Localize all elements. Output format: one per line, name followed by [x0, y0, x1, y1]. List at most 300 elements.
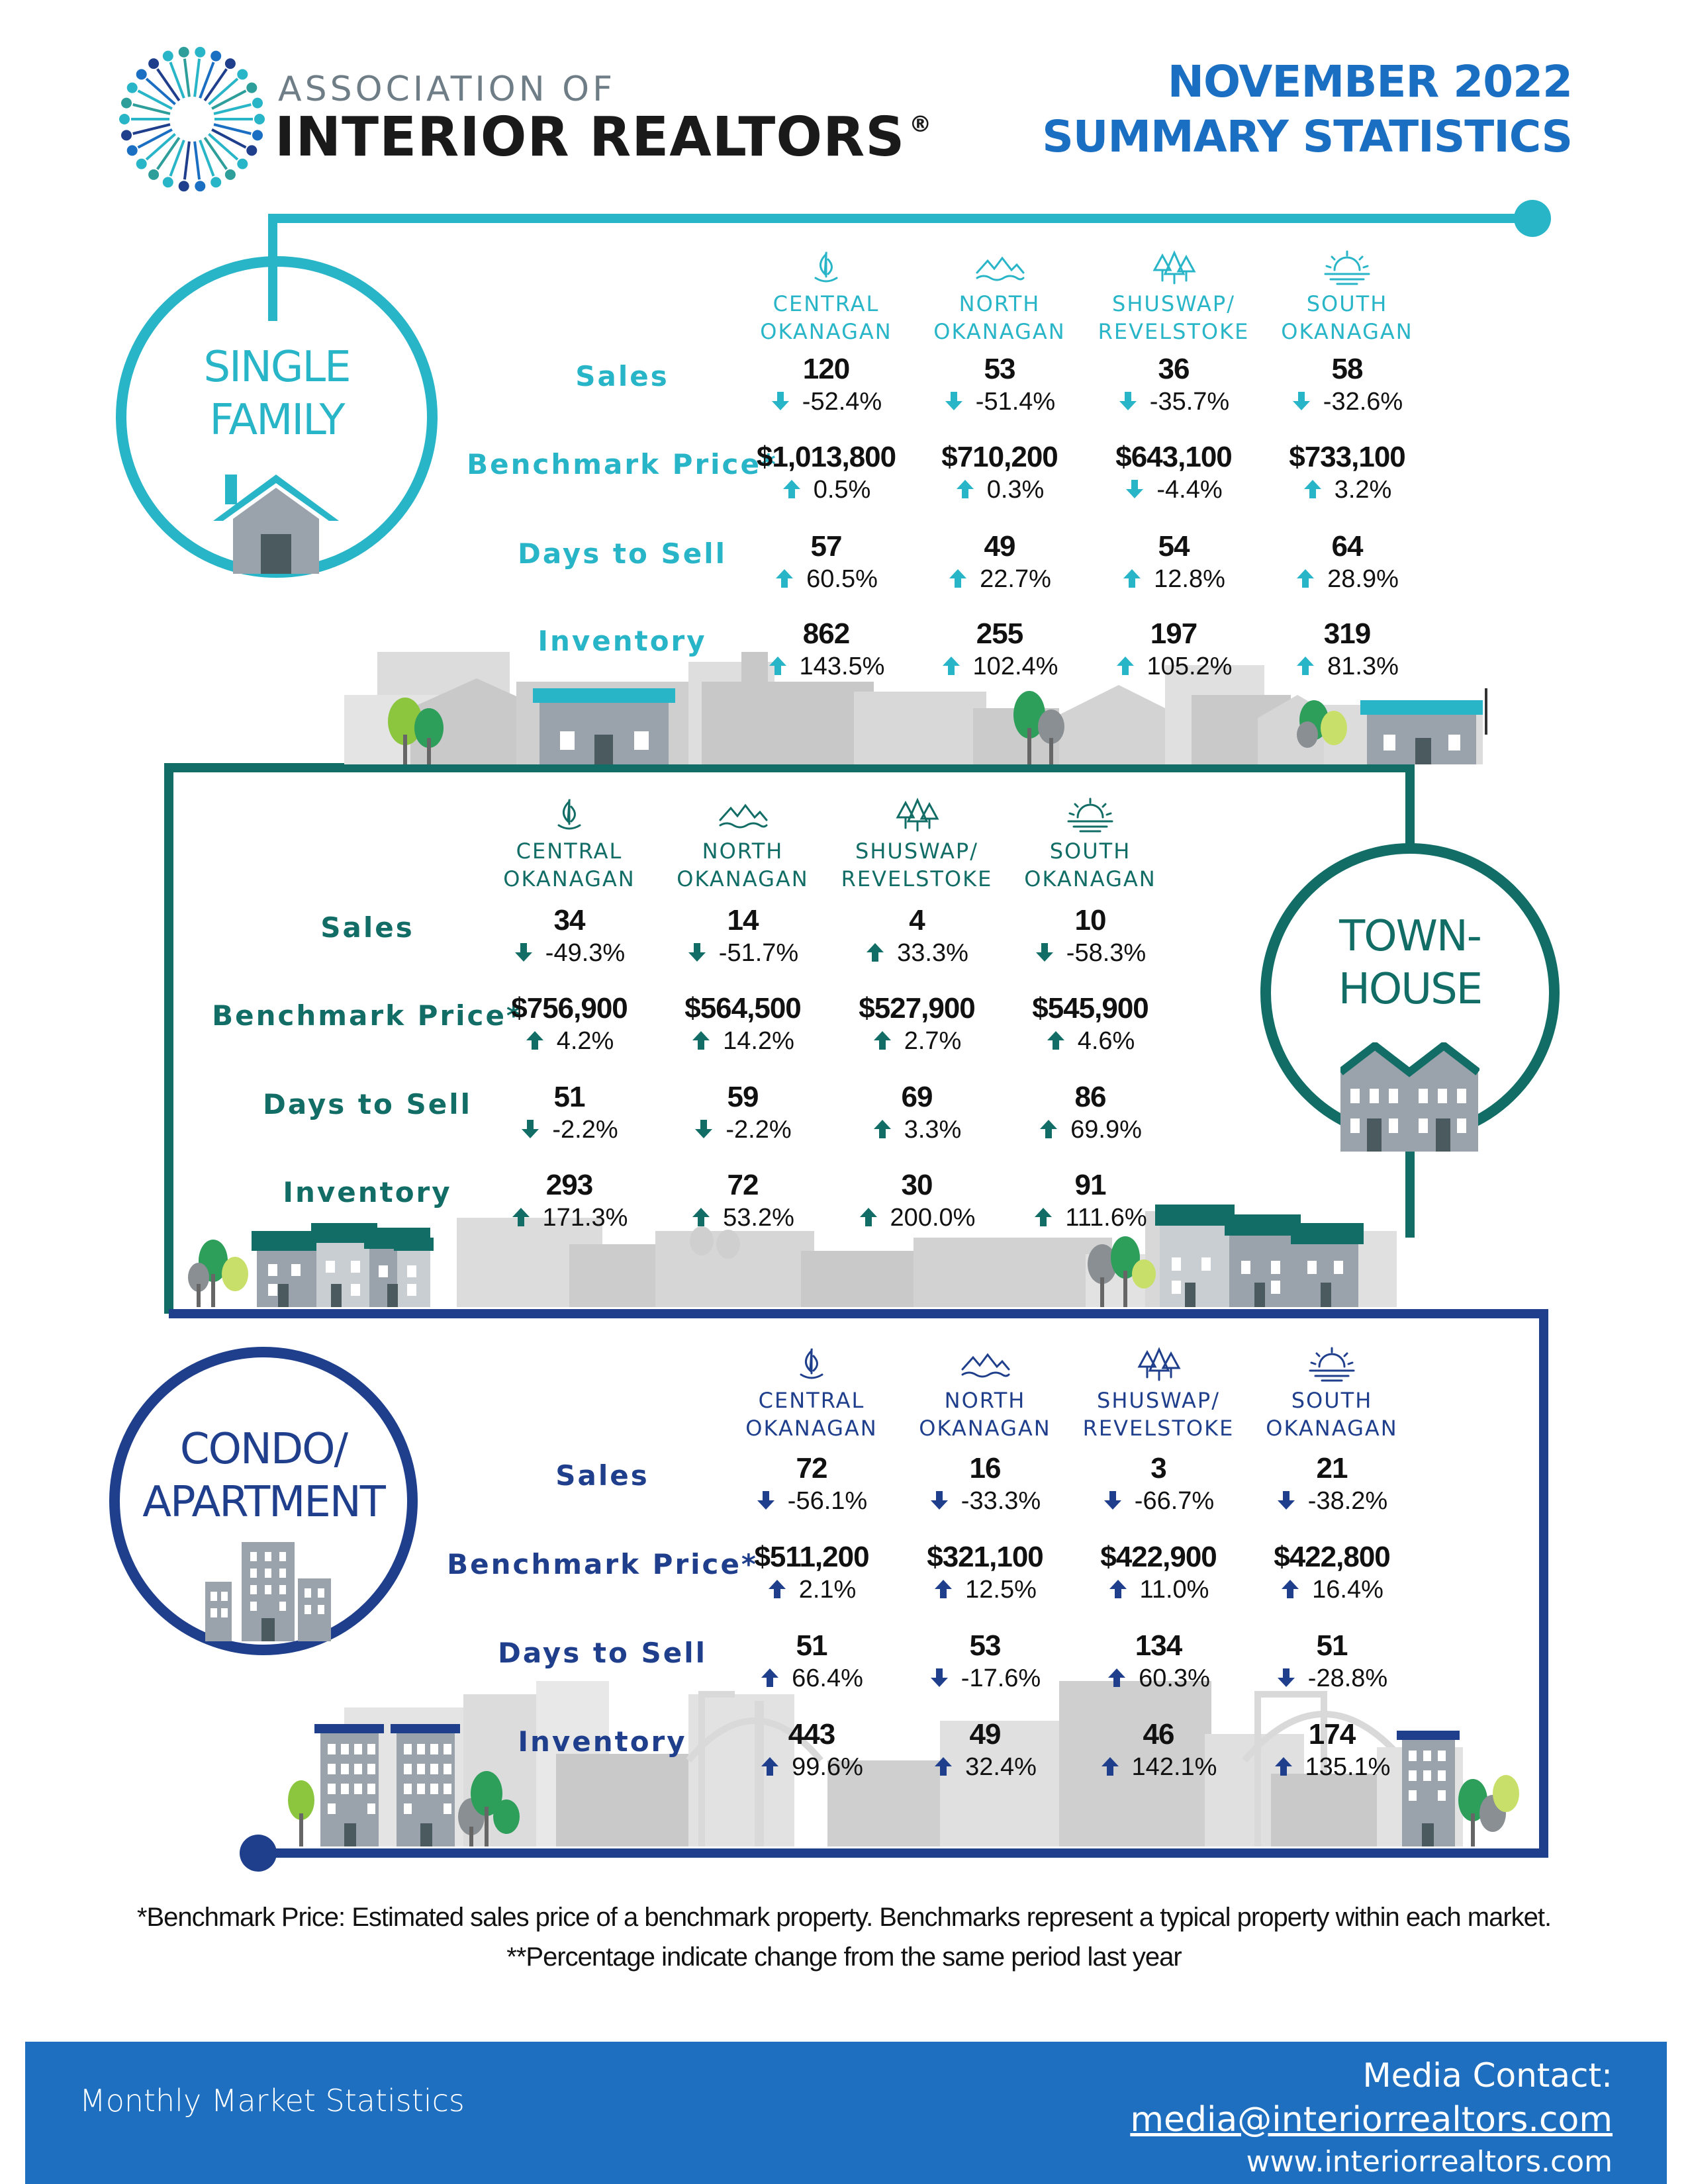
arrow-down-icon	[1291, 390, 1311, 412]
stat-change-value: 142.1%	[1131, 1753, 1217, 1781]
stat-value: $733,100	[1289, 441, 1405, 473]
stat-cell	[1261, 440, 1433, 505]
stat-change-value: 111.6%	[1065, 1204, 1147, 1232]
stat-change-value: -56.1%	[787, 1487, 868, 1515]
stat-change	[740, 564, 912, 594]
arrow-down-icon	[929, 1490, 949, 1511]
arrow-up-icon	[872, 1118, 892, 1140]
stat-change-value: 3.2%	[1334, 476, 1392, 504]
waves-icon	[716, 797, 769, 833]
stat-cell	[740, 440, 912, 505]
stat-value: $422,800	[1274, 1541, 1390, 1573]
region-header-1-2	[831, 797, 1003, 893]
arrow-down-icon	[520, 1118, 540, 1140]
stat-change	[899, 1574, 1071, 1605]
stat-cell	[914, 529, 1086, 594]
stat-change-value: -58.3%	[1066, 939, 1147, 967]
stat-change	[740, 387, 912, 417]
stat-change	[1261, 564, 1433, 594]
stat-value: 255	[976, 617, 1023, 650]
stat-change	[1004, 1203, 1176, 1233]
row-label: Sales	[320, 911, 414, 944]
stat-change	[657, 938, 829, 968]
arrow-up-icon	[1039, 1118, 1058, 1140]
stat-change	[1088, 475, 1260, 505]
stat-change-value: 32.4%	[965, 1753, 1037, 1781]
stat-change	[657, 1026, 829, 1056]
region-name: SOUTH OKANAGAN	[1266, 1388, 1398, 1441]
single-family-label	[151, 341, 402, 447]
arrow-up-icon	[768, 655, 788, 676]
row-label: Sales	[575, 360, 669, 392]
arrow-up-icon	[1295, 655, 1315, 676]
stat-value: 14	[727, 904, 759, 936]
stat-value: 197	[1150, 617, 1197, 650]
stat-value: 46	[1143, 1718, 1174, 1751]
stat-value: 293	[545, 1169, 593, 1201]
row-label: Benchmark Price*	[212, 999, 523, 1032]
row-label: Inventory	[538, 625, 707, 657]
sailboat-icon	[806, 250, 846, 286]
stat-value: 134	[1135, 1629, 1182, 1662]
stat-change-value: 81.3%	[1327, 653, 1399, 680]
townhouse-label	[1284, 910, 1536, 1016]
single-family-label-line1: SINGLE	[203, 343, 350, 392]
arrow-down-icon	[1276, 1667, 1296, 1688]
row-label: Benchmark Price*	[467, 448, 778, 480]
sunset-icon	[1323, 250, 1372, 286]
stat-change-value: -2.2%	[552, 1116, 618, 1144]
stat-cell	[1261, 529, 1433, 594]
stat-value: 49	[984, 530, 1015, 563]
row-label: Days to Sell	[498, 1637, 707, 1669]
arrow-up-icon	[1303, 478, 1323, 500]
arrow-up-icon	[774, 568, 794, 589]
stat-change	[1004, 1115, 1176, 1145]
arrow-up-icon	[1046, 1030, 1066, 1051]
arrow-up-icon	[782, 478, 802, 500]
stat-change-value: 0.3%	[986, 476, 1045, 504]
stat-cell	[483, 1080, 655, 1145]
stat-change	[740, 475, 912, 505]
arrow-up-icon	[1122, 568, 1142, 589]
region-header-2-3	[1246, 1347, 1418, 1442]
trees-icon	[1150, 250, 1197, 286]
arrow-down-icon	[929, 1667, 949, 1688]
stat-value: 34	[553, 904, 585, 936]
stat-cell	[1072, 1540, 1244, 1605]
stat-change	[914, 475, 1086, 505]
stat-change	[1088, 564, 1260, 594]
footer-website-link[interactable]: www.interiorrealtors.com	[1246, 2145, 1613, 2179]
stat-value: 69	[901, 1081, 933, 1113]
stat-cell	[740, 529, 912, 594]
stat-value: 54	[1158, 530, 1190, 563]
stat-change-value: 4.2%	[556, 1027, 614, 1055]
region-name: SOUTH OKANAGAN	[1024, 839, 1156, 891]
arrow-up-icon	[1295, 568, 1315, 589]
stat-change-value: -49.3%	[545, 939, 626, 967]
region-name: NORTH OKANAGAN	[933, 291, 1066, 344]
stat-cell	[657, 903, 829, 968]
arrow-down-icon	[1035, 942, 1055, 963]
stat-change	[1261, 475, 1433, 505]
region-header-2-2	[1072, 1347, 1244, 1442]
arrow-up-icon	[1033, 1206, 1053, 1228]
row-label: Benchmark Price*	[447, 1548, 758, 1580]
stat-change	[914, 564, 1086, 594]
arrow-up-icon	[767, 1578, 787, 1600]
stat-cell	[831, 991, 1003, 1056]
townhouse-icon	[1340, 1042, 1479, 1152]
stat-change	[899, 1663, 1071, 1694]
stat-change	[831, 1115, 1003, 1145]
trees-icon	[894, 797, 940, 833]
sunset-icon	[1066, 797, 1115, 833]
footer-media-contact-label: Media Contact:	[1362, 2056, 1613, 2095]
stat-cell	[740, 352, 912, 417]
stat-cell	[1261, 617, 1433, 682]
stat-value: 30	[901, 1169, 933, 1201]
stat-cell	[726, 1629, 898, 1694]
stat-cell	[657, 991, 829, 1056]
arrow-up-icon	[511, 1206, 531, 1228]
region-header-0-2	[1088, 250, 1260, 345]
stat-change	[1246, 1574, 1418, 1605]
stat-change	[1261, 387, 1433, 417]
stat-cell	[1072, 1451, 1244, 1516]
logo-main-text: INTERIOR REALTORS	[275, 106, 906, 169]
stat-change	[657, 1115, 829, 1145]
stat-change	[1072, 1486, 1244, 1516]
arrow-up-icon	[1107, 1667, 1127, 1688]
stat-value: 53	[984, 353, 1015, 385]
stat-cell	[726, 1451, 898, 1516]
stat-cell	[914, 352, 1086, 417]
stat-value: $1,013,800	[756, 441, 896, 473]
stat-cell	[831, 903, 1003, 968]
region-header-2-0	[726, 1347, 898, 1442]
stat-cell	[483, 1168, 655, 1233]
report-title-month: NOVEMBER 2022	[1167, 56, 1572, 107]
arrow-up-icon	[691, 1030, 711, 1051]
stat-change	[1246, 1663, 1418, 1694]
stat-value: $710,200	[941, 441, 1058, 473]
stat-change-value: -66.7%	[1134, 1487, 1215, 1515]
stat-value: 51	[796, 1629, 827, 1662]
stat-change	[726, 1574, 898, 1605]
region-name: NORTH OKANAGAN	[919, 1388, 1051, 1441]
stat-cell	[1088, 529, 1260, 594]
footer-email-link[interactable]: media@interiorrealtors.com	[1130, 2100, 1613, 2140]
stat-change-value: 60.3%	[1139, 1664, 1210, 1692]
arrow-down-icon	[756, 1490, 776, 1511]
stat-change-value: 14.2%	[723, 1027, 794, 1055]
sailboat-icon	[549, 797, 589, 833]
stat-cell	[831, 1080, 1003, 1145]
stat-change	[899, 1486, 1071, 1516]
stat-change	[914, 651, 1086, 682]
stat-change-value: 60.5%	[806, 565, 878, 593]
region-name: SHUSWAP/ REVELSTOKE	[1082, 1388, 1235, 1441]
stat-change-value: 135.1%	[1305, 1753, 1391, 1781]
stat-value: 36	[1158, 353, 1190, 385]
stat-cell	[1246, 1629, 1418, 1694]
condo-label	[118, 1423, 409, 1529]
stat-value: $545,900	[1032, 992, 1149, 1024]
arrow-down-icon	[694, 1118, 714, 1140]
stat-change	[831, 1026, 1003, 1056]
stat-value: 58	[1331, 353, 1363, 385]
stat-change-value: 22.7%	[980, 565, 1051, 593]
region-name: SHUSWAP/ REVELSTOKE	[1098, 291, 1250, 344]
townhouse-label-line2: HOUSE	[1338, 965, 1482, 1014]
stat-value: 51	[553, 1081, 585, 1113]
stat-cell	[831, 1168, 1003, 1233]
region-name: SOUTH OKANAGAN	[1281, 291, 1413, 344]
stat-cell	[483, 903, 655, 968]
region-header-0-1	[914, 250, 1086, 345]
sailboat-icon	[792, 1347, 831, 1383]
stat-change	[726, 1752, 898, 1782]
arrow-down-icon	[944, 390, 964, 412]
stat-cell	[1072, 1629, 1244, 1694]
stat-change-value: 12.8%	[1154, 565, 1225, 593]
stat-change	[726, 1486, 898, 1516]
stat-cell	[1004, 903, 1176, 968]
row-label: Inventory	[283, 1176, 452, 1208]
stat-change-value: -51.7%	[718, 939, 799, 967]
stat-change	[831, 938, 1003, 968]
stat-value: 51	[1316, 1629, 1348, 1662]
stat-change-value: 171.3%	[542, 1204, 628, 1232]
condo-building-icon	[205, 1542, 331, 1641]
footer-bar	[25, 2042, 1667, 2184]
arrow-down-icon	[514, 942, 534, 963]
stat-change-value: 200.0%	[890, 1204, 976, 1232]
stat-change-value: -33.3%	[961, 1487, 1041, 1515]
stat-change-value: 53.2%	[723, 1204, 794, 1232]
region-name: SHUSWAP/ REVELSTOKE	[841, 839, 993, 891]
stat-value: $422,900	[1100, 1541, 1217, 1573]
stat-change-value: -32.6%	[1323, 388, 1403, 416]
arrow-up-icon	[691, 1206, 711, 1228]
stat-value: $756,900	[511, 992, 628, 1024]
stat-change	[1261, 651, 1433, 682]
stat-change-value: 99.6%	[792, 1753, 863, 1781]
condo-label-line1: CONDO/	[179, 1425, 348, 1474]
region-header-0-0	[740, 250, 912, 345]
stat-value: 57	[810, 530, 842, 563]
waves-icon	[973, 250, 1026, 286]
stat-value: 91	[1074, 1169, 1106, 1201]
stat-cell	[1088, 440, 1260, 505]
arrow-up-icon	[760, 1756, 780, 1777]
stat-value: 72	[796, 1452, 827, 1484]
stat-value: 53	[969, 1629, 1001, 1662]
arrow-down-icon	[1118, 390, 1138, 412]
arrow-up-icon	[941, 655, 961, 676]
arrow-up-icon	[760, 1667, 780, 1688]
stat-value: $321,100	[927, 1541, 1043, 1573]
stat-change	[483, 938, 655, 968]
stat-value: $511,200	[754, 1541, 869, 1573]
arrow-up-icon	[955, 478, 975, 500]
stat-change	[1072, 1663, 1244, 1694]
arrow-up-icon	[525, 1030, 545, 1051]
arrow-up-icon	[865, 942, 885, 963]
stat-value: 174	[1308, 1718, 1356, 1751]
stat-change	[899, 1752, 1071, 1782]
stat-change-value: 2.7%	[904, 1027, 962, 1055]
arrow-up-icon	[948, 568, 968, 589]
stat-value: 443	[788, 1718, 835, 1751]
stat-value: $643,100	[1115, 441, 1232, 473]
stat-cell	[726, 1717, 898, 1782]
stat-change-value: 69.9%	[1070, 1116, 1142, 1144]
stat-change-value: 33.3%	[897, 939, 968, 967]
stat-change	[483, 1026, 655, 1056]
stat-change-value: 143.5%	[799, 653, 885, 680]
logo-text-top: ASSOCIATION OF	[278, 69, 616, 109]
trees-icon	[1135, 1347, 1182, 1383]
arrow-up-icon	[1274, 1756, 1293, 1777]
stat-value: 319	[1323, 617, 1371, 650]
arrow-up-icon	[1115, 655, 1135, 676]
region-header-1-0	[483, 797, 655, 893]
stat-cell	[1246, 1540, 1418, 1605]
arrow-up-icon	[933, 1578, 953, 1600]
stat-change	[1088, 651, 1260, 682]
stat-cell	[726, 1540, 898, 1605]
stat-change	[914, 387, 1086, 417]
stat-change-value: 12.5%	[965, 1576, 1037, 1604]
stat-change-value: -17.6%	[961, 1664, 1041, 1692]
stat-change-value: -52.4%	[802, 388, 882, 416]
sunset-icon	[1307, 1347, 1356, 1383]
row-label: Inventory	[518, 1725, 687, 1758]
region-name: CENTRAL OKANAGAN	[745, 1388, 878, 1441]
footer-monthly-stats: Monthly Market Statistics	[79, 2083, 465, 2118]
stat-change-value: -4.4%	[1156, 476, 1223, 504]
single-family-label-line2: FAMILY	[209, 396, 344, 445]
region-header-1-1	[657, 797, 829, 893]
stat-cell	[740, 617, 912, 682]
benchmark-footnote: *Benchmark Price: Estimated sales price of a benchmark property. Benchmarks represent a typical property within each market.	[136, 1903, 1552, 1932]
stat-cell	[1004, 1168, 1176, 1233]
stat-cell	[899, 1540, 1071, 1605]
stat-value: 862	[802, 617, 850, 650]
stat-value: 72	[727, 1169, 759, 1201]
townhouse-label-line1: TOWN-	[1339, 912, 1481, 961]
stat-change-value: -38.2%	[1307, 1487, 1388, 1515]
stat-change-value: -35.7%	[1149, 388, 1230, 416]
stat-change-value: -28.8%	[1307, 1664, 1388, 1692]
stat-change-value: 2.1%	[798, 1576, 857, 1604]
arrow-down-icon	[1103, 1490, 1123, 1511]
stat-change-value: 66.4%	[792, 1664, 863, 1692]
stat-change-value: 105.2%	[1147, 653, 1233, 680]
stat-change-value: 28.9%	[1327, 565, 1399, 593]
arrow-up-icon	[872, 1030, 892, 1051]
stat-cell	[483, 991, 655, 1056]
stat-change-value: 3.3%	[904, 1116, 962, 1144]
stat-value: 49	[969, 1718, 1001, 1751]
stat-change	[740, 651, 912, 682]
region-name: CENTRAL OKANAGAN	[760, 291, 892, 344]
percentage-footnote: **Percentage indicate change from the same period last year	[506, 1942, 1182, 1972]
stat-cell	[1261, 352, 1433, 417]
stat-change	[1004, 938, 1176, 968]
stat-change-value: 102.4%	[972, 653, 1058, 680]
row-label: Days to Sell	[518, 537, 727, 570]
arrow-down-icon	[771, 390, 790, 412]
region-name: CENTRAL OKANAGAN	[503, 839, 635, 891]
report-title-summary: SUMMARY STATISTICS	[1042, 111, 1572, 162]
stat-change	[1088, 387, 1260, 417]
stat-cell	[914, 440, 1086, 505]
arrow-up-icon	[1108, 1578, 1128, 1600]
stat-cell	[1246, 1451, 1418, 1516]
stat-change-value: 4.6%	[1077, 1027, 1135, 1055]
stat-cell	[899, 1717, 1071, 1782]
condo-label-line2: APARTMENT	[142, 1478, 385, 1527]
region-header-2-1	[899, 1347, 1071, 1442]
stat-value: 16	[969, 1452, 1001, 1484]
registered-mark: ®	[909, 111, 933, 138]
stat-value: $564,500	[684, 992, 801, 1024]
stat-value: 10	[1074, 904, 1106, 936]
arrow-up-icon	[859, 1206, 878, 1228]
arrow-down-icon	[1276, 1490, 1296, 1511]
stat-change-value: -51.4%	[975, 388, 1056, 416]
stat-change	[1004, 1026, 1176, 1056]
stat-value: 21	[1316, 1452, 1348, 1484]
stat-cell	[899, 1629, 1071, 1694]
stat-change-value: 0.5%	[813, 476, 871, 504]
stat-cell	[1088, 352, 1260, 417]
stat-value: 4	[909, 904, 925, 936]
stat-cell	[1072, 1717, 1244, 1782]
stat-change	[1072, 1574, 1244, 1605]
stat-change	[1246, 1486, 1418, 1516]
stat-change-value: 16.4%	[1312, 1576, 1383, 1604]
region-name: NORTH OKANAGAN	[677, 839, 809, 891]
stat-value: 120	[802, 353, 850, 385]
stat-cell	[657, 1080, 829, 1145]
stat-change-value: 11.0%	[1139, 1576, 1209, 1604]
stat-change	[483, 1203, 655, 1233]
arrow-up-icon	[1280, 1578, 1300, 1600]
stat-change	[831, 1203, 1003, 1233]
arrow-down-icon	[687, 942, 707, 963]
stat-cell	[657, 1168, 829, 1233]
row-label: Days to Sell	[263, 1088, 472, 1120]
region-header-1-3	[1004, 797, 1176, 893]
stat-change	[1246, 1752, 1418, 1782]
stat-cell	[914, 617, 1086, 682]
stat-cell	[1004, 1080, 1176, 1145]
stat-value: 3	[1150, 1452, 1166, 1484]
stat-change	[726, 1663, 898, 1694]
stat-change	[483, 1115, 655, 1145]
stat-cell	[899, 1451, 1071, 1516]
region-header-0-3	[1261, 250, 1433, 345]
stat-value: 86	[1074, 1081, 1106, 1113]
stat-value: 59	[727, 1081, 759, 1113]
arrow-up-icon	[933, 1756, 953, 1777]
stat-change-value: -2.2%	[726, 1116, 792, 1144]
